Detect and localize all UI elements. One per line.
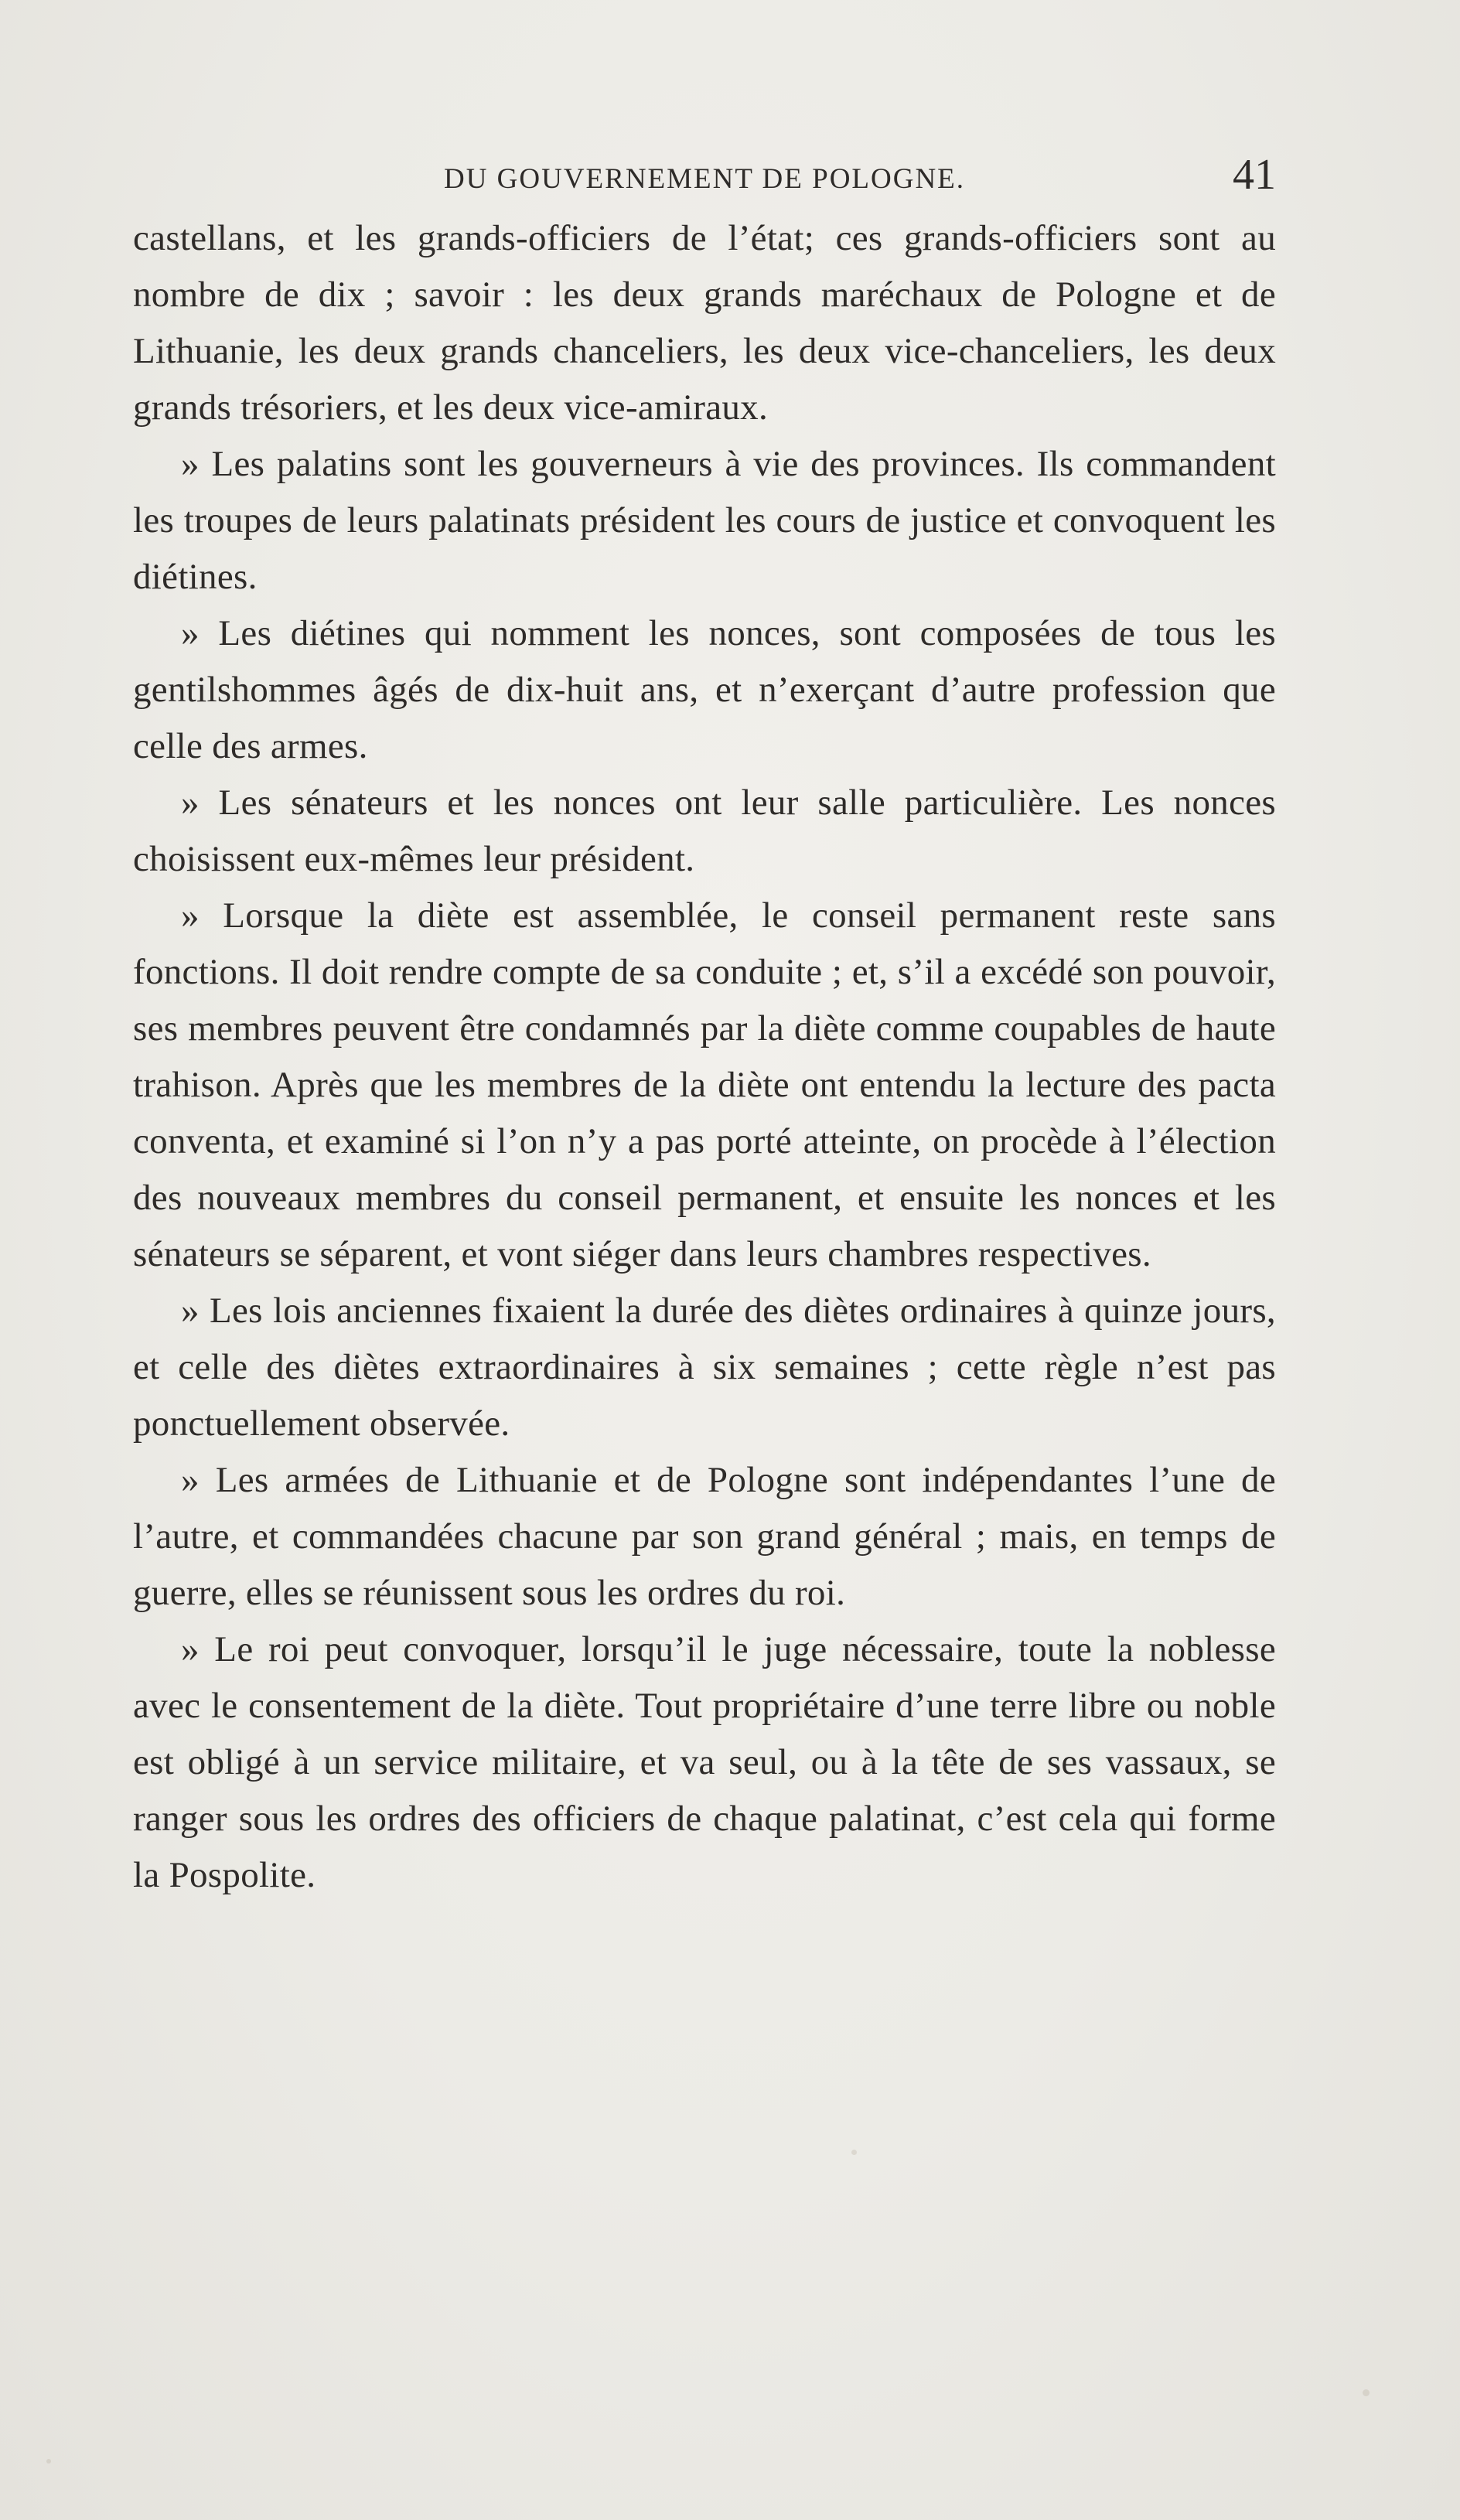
paragraph-2: » Les palatins sont les gouverneurs à vie des provinces. Ils commandent les troupes de leurs palatinats président les cours de justice et convoquent les diétines.: [133, 444, 1276, 597]
paragraph-3: » Les diétines qui nomment les nonces, sont composées de tous les gentilshommes âgés de dix-huit ans, et n’exerçant d’autre profession que celle des armes.: [133, 613, 1276, 766]
paragraph-6: » Les lois anciennes fixaient la durée des diètes ordinaires à quinze jours, et celle des diètes extraordinaires à six semaines ; cette règle n’est pas ponctuellement observée.: [133, 1291, 1276, 1444]
paragraph-8: » Le roi peut convoquer, lorsqu’il le juge nécessaire, toute la noblesse avec le consentement de la diète. Tout propriétaire d’une terre libre ou noble est obligé à un service militaire, et va seul, ou à la tête de ses vassaux, se ranger sous les ordres des officiers de chaque palatinat, c’est cela qui forme la Pospolite.: [133, 1629, 1276, 1895]
running-head: [133, 151, 1276, 201]
paragraph-1: castellans, et les grands-officiers de l’état; ces grands-officiers sont au nombre de dix ; savoir : les deux grands maréchaux de Pologne et de Lithuanie, les deux grands chanceliers, les deux vice-chanceliers, les deux grands trésoriers, et les deux vice-amiraux.: [133, 218, 1276, 428]
paper-spot: [851, 2150, 857, 2155]
page-number: 41: [1233, 151, 1276, 199]
paragraph-7: » Les armées de Lithuanie et de Pologne sont indépendantes l’une de l’autre, et commandées chacune par son grand général ; mais, en temps de guerre, elles se réunissent sous les ordres du roi.: [133, 1460, 1276, 1613]
paragraph-5: » Lorsque la diète est assemblée, le conseil permanent reste sans fonctions. Il doit rendre compte de sa conduite ; et, s’il a excédé son pouvoir, ses membres peuvent être condamnés par la diète comme coupables de haute trahison. Après que les membres de la diète ont entendu la lecture des pacta conventa, et examiné si l’on n’y a pas porté atteinte, on procède à l’élection des nouveaux membres du conseil permanent, et ensuite les nonces et les sénateurs se séparent, et vont siéger dans leurs chambres respectives.: [133, 895, 1276, 1274]
paragraph-4: » Les sénateurs et les nonces ont leur salle particulière. Les nonces choisissent eux-mêmes leur président.: [133, 783, 1276, 879]
paper-spot: [1363, 2389, 1370, 2396]
body-text: [133, 210, 1276, 1904]
running-title: DU GOUVERNEMENT DE POLOGNE.: [443, 163, 966, 195]
paper-spot: [46, 2459, 51, 2464]
